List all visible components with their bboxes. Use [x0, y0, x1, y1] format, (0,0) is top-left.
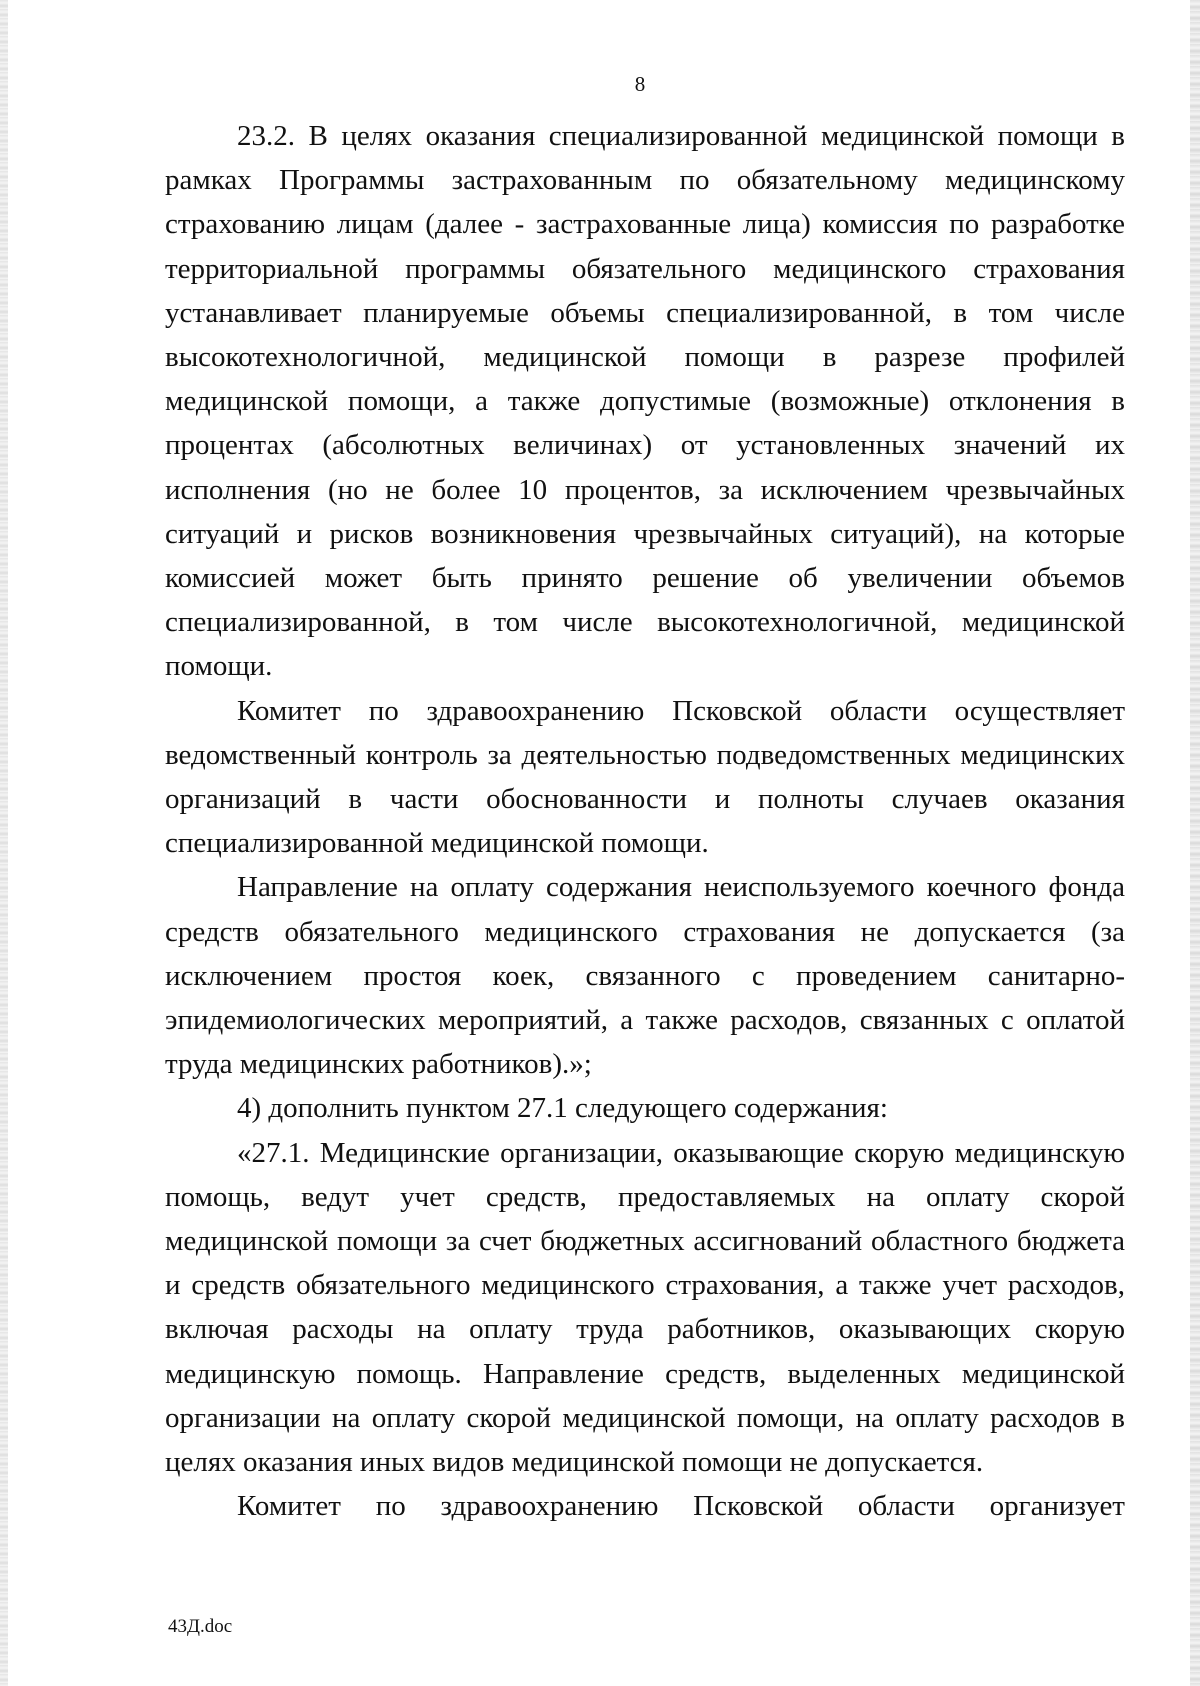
scan-edge-left — [0, 0, 8, 1686]
paragraph-committee-organizes: Комитет по здравоохранению Псковской области организует — [237, 1490, 1125, 1523]
page-number: 8 — [634, 72, 646, 96]
paragraph-amendment-4: 4) дополнить пунктом 27.1 следующего содержания: — [237, 1092, 888, 1125]
scan-edge-right — [1190, 0, 1200, 1686]
paragraph-23-2: 23.2. В целях оказания специализированной медицинской помощи в рамках Программы застрахованным по обязательному медицинскому страхованию лицам (далее - застрахованные лица) комиссия по разработке территориальной программы обязательного медицинского страхования устанавливает планируемые объемы специализированной, в том числе высокотехнологичной, медицинской помощи в разрезе профилей медицинской помощи, а также допустимые (возможные) отклонения в процентах (абсолютных величинах) от установленных значений их исполнения (но не более 10 процентов, за исключением чрезвычайных ситуаций и рисков возникновения чрезвычайных ситуаций), на которые комиссией может быть принято решение об увеличении объемов специализированной, в том числе высокотехнологичной, медицинской помощи. — [165, 120, 1125, 683]
paragraph-27-1: «27.1. Медицинские организации, оказывающие скорую медицинскую помощь, ведут учет средств, предоставляемых на оплату скорой медицинской помощи за счет бюджетных ассигнований областного бюджета и средств обязательного медицинского страхования, а также учет расходов, включая расходы на оплату труда работников, оказывающих скорую медицинскую помощь. Направление средств, выделенных медицинской организации на оплату скорой медицинской помощи, на оплату расходов в целях оказания иных видов медицинской помощи не допускается. — [165, 1136, 1125, 1479]
footer-filename: 43Д.doc — [168, 1616, 233, 1637]
paragraph-committee-control: Комитет по здравоохранению Псковской области осуществляет ведомственный контроль за деятельностью подведомственных медицинских организаций в части обоснованности и полноты случаев оказания специализированной медицинской помощи. — [165, 694, 1125, 860]
paragraph-bed-fund: Направление на оплату содержания неиспользуемого коечного фонда средств обязательного медицинского страхования не допускается (за исключением простоя коек, связанного с проведением санитарно-эпидемиологических мероприятий, а также расходов, связанных с оплатой труда медицинских работников).»; — [165, 871, 1125, 1081]
document-body — [165, 114, 1125, 1529]
